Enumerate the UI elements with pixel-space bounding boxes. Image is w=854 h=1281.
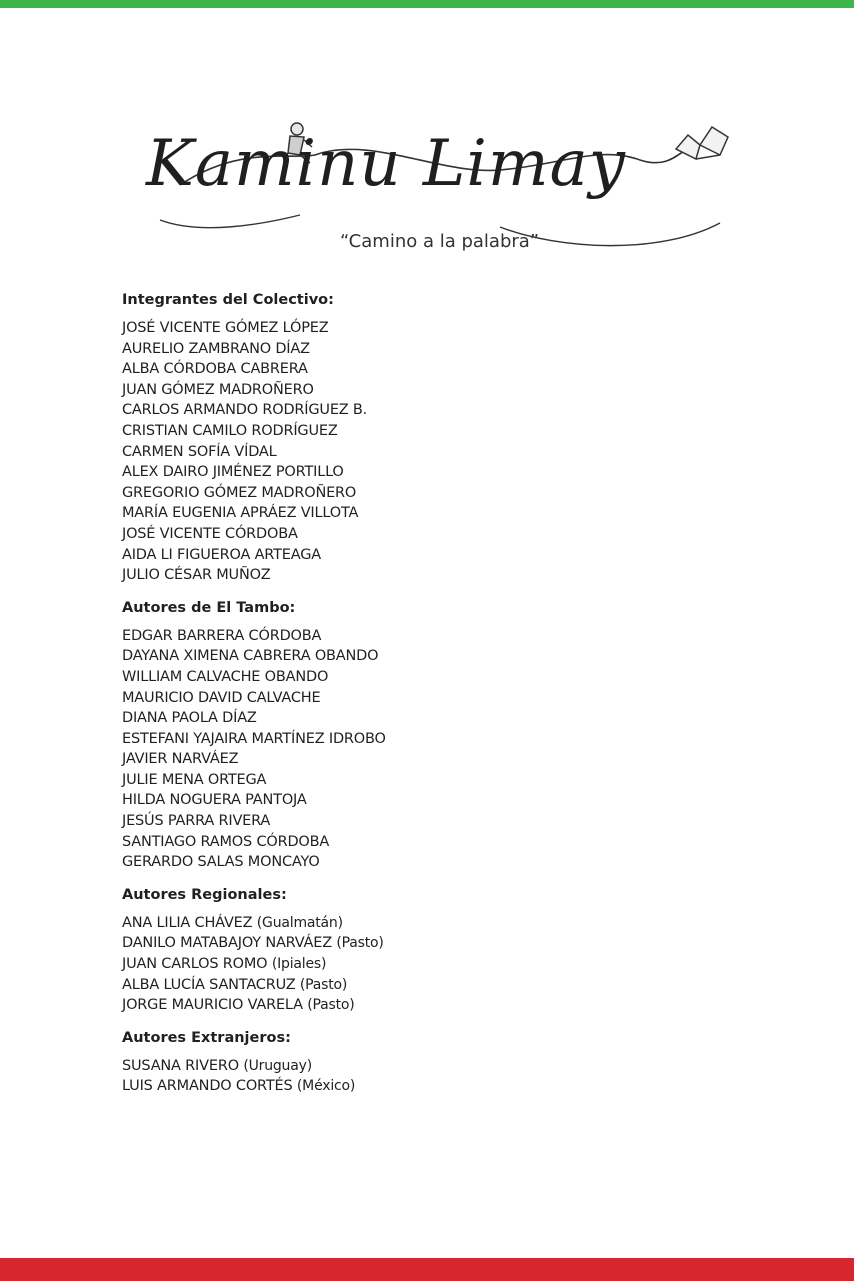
member-place: (Ipiales) [271, 956, 327, 973]
member-name: SANTIAGO RAMOS CÓRDOBA [122, 833, 330, 850]
member-entry [122, 933, 802, 954]
member-name: MARÍA EUGENIA APRÁEZ VILLOTA [122, 505, 359, 522]
member-entry [122, 954, 802, 975]
member-entry [122, 770, 802, 791]
member-entry [122, 339, 802, 360]
member-name: MAURICIO DAVID CALVACHE [122, 689, 321, 706]
kaminu-limay-logo [140, 115, 740, 265]
member-name: WILLIAM CALVACHE OBANDO [122, 668, 329, 685]
section-0 [122, 288, 802, 586]
member-name: JAVIER NARVÁEZ [122, 751, 239, 768]
member-entry [122, 545, 802, 566]
member-place: (México) [296, 1078, 356, 1095]
member-entry [122, 442, 802, 463]
member-entry [122, 729, 802, 750]
section-1 [122, 596, 802, 873]
member-entry [122, 626, 802, 647]
member-list [122, 913, 802, 1016]
member-name: DIANA PAOLA DÍAZ [122, 710, 257, 727]
member-name: ESTEFANI YAJAIRA MARTÍNEZ IDROBO [122, 730, 386, 747]
section-title: Autores de El Tambo: [122, 599, 296, 616]
member-name: DANILO MATABAJOY NARVÁEZ [122, 935, 332, 952]
member-entry [122, 1056, 802, 1077]
member-name: CARLOS ARMANDO RODRÍGUEZ B. [122, 402, 368, 419]
member-list [122, 626, 802, 873]
member-entry [122, 483, 802, 504]
member-name: LUIS ARMANDO CORTÉS [122, 1078, 293, 1095]
member-directory [122, 288, 802, 1097]
member-name: JORGE MAURICIO VARELA [122, 997, 303, 1014]
member-entry [122, 421, 802, 442]
member-name: ALBA LUCÍA SANTACRUZ [122, 976, 296, 993]
member-name: JESÚS PARRA RIVERA [122, 813, 271, 830]
member-name: DAYANA XIMENA CABRERA OBANDO [122, 648, 379, 665]
member-entry [122, 688, 802, 709]
member-name: JULIO CÉSAR MUÑOZ [122, 567, 271, 584]
member-place: (Pasto) [336, 935, 384, 952]
member-name: ALBA CÓRDOBA CABRERA [122, 361, 308, 378]
member-place: (Uruguay) [243, 1057, 312, 1074]
section-title: Autores Extranjeros: [122, 1029, 291, 1046]
member-entry [122, 667, 802, 688]
member-entry [122, 708, 802, 729]
section-title: Integrantes del Colectivo: [122, 292, 334, 308]
member-entry [122, 646, 802, 667]
member-name: SUSANA RIVERO [122, 1057, 239, 1074]
member-name: GREGORIO GÓMEZ MADROÑERO [122, 484, 357, 501]
member-entry [122, 790, 802, 811]
logo-wordmark: Kaminu Limay [146, 127, 626, 201]
member-place: (Pasto) [307, 997, 355, 1014]
member-name: GERARDO SALAS MONCAYO [122, 854, 320, 871]
member-name: JUAN GÓMEZ MADROÑERO [122, 381, 314, 398]
section-title: Autores Regionales: [122, 886, 287, 903]
section-2 [122, 883, 802, 1016]
member-entry [122, 852, 802, 873]
member-entry [122, 400, 802, 421]
member-entry [122, 913, 802, 934]
member-name: ANA LILIA CHÁVEZ [122, 914, 253, 931]
member-entry [122, 359, 802, 380]
member-entry [122, 1076, 802, 1097]
logo-tagline: “Camino a la palabra” [340, 231, 540, 252]
member-name: AIDA LI FIGUEROA ARTEAGA [122, 546, 321, 563]
bottom-accent-bar [0, 1258, 854, 1281]
member-name: JOSÉ VICENTE GÓMEZ LÓPEZ [122, 320, 329, 336]
member-entry [122, 975, 802, 996]
member-entry [122, 832, 802, 853]
top-accent-bar [0, 0, 854, 8]
member-entry [122, 524, 802, 545]
member-entry [122, 318, 802, 339]
member-name: AURELIO ZAMBRANO DÍAZ [122, 340, 310, 357]
member-entry [122, 380, 802, 401]
member-place: (Pasto) [299, 976, 348, 993]
member-entry [122, 995, 802, 1016]
member-name: CRISTIAN CAMILO RODRÍGUEZ [122, 422, 338, 439]
member-list [122, 1056, 802, 1097]
member-name: EDGAR BARRERA CÓRDOBA [122, 627, 322, 644]
member-entry [122, 503, 802, 524]
section-3 [122, 1026, 802, 1097]
member-entry [122, 565, 802, 586]
member-name: CARMEN SOFÍA VÍDAL [122, 443, 277, 460]
member-name: ALEX DAIRO JIMÉNEZ PORTILLO [122, 464, 344, 481]
member-name: HILDA NOGUERA PANTOJA [122, 792, 307, 809]
member-list [122, 318, 802, 586]
member-name: JOSÉ VICENTE CÓRDOBA [122, 525, 298, 542]
member-name: JULIE MENA ORTEGA [122, 771, 267, 788]
member-entry [122, 749, 802, 770]
member-name: JUAN CARLOS ROMO [122, 956, 268, 973]
member-place: (Gualmatán) [256, 914, 343, 931]
member-entry [122, 811, 802, 832]
member-entry [122, 462, 802, 483]
